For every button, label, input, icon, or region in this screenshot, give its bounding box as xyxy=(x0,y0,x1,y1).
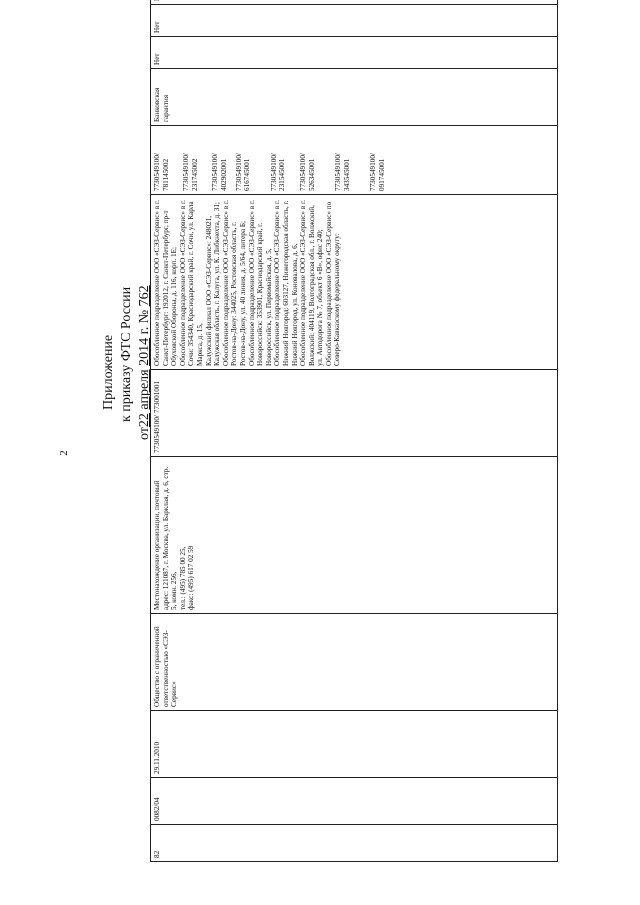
cell-org-name: Общество с ограниченной ответственностью «СЭЗ-Сервис» xyxy=(151,614,558,711)
cell-reg-no: 0082/04 xyxy=(151,778,558,825)
cell-col12 xyxy=(151,0,558,5)
header-prefix: от xyxy=(137,427,152,440)
cell-guarantee: Банковская гарантия xyxy=(151,69,558,126)
cell-col10: Нет xyxy=(151,37,558,69)
header-line-1: Приложение xyxy=(101,334,116,410)
header-line-2: к приказу ФТС России xyxy=(119,286,134,422)
table-row xyxy=(151,0,558,862)
header-month: апреля xyxy=(137,369,152,410)
page-number: 2 xyxy=(58,450,70,456)
kpp-item: 7730549100/ 231745002 xyxy=(182,153,199,191)
cell-kpp xyxy=(151,126,558,195)
kpp-item: 7730549100/ 343545001 xyxy=(334,153,351,191)
header-no-sign: № xyxy=(137,309,152,324)
header-day: 22 xyxy=(137,413,152,428)
header-order-number: 762 xyxy=(137,285,152,307)
registry-table-wrap xyxy=(150,21,558,862)
kpp-item: 7730549100/ 526345001 xyxy=(298,153,316,191)
kpp-item: 7730549100/ 402902001 xyxy=(211,153,228,191)
cell-col11: Нет xyxy=(151,5,558,37)
kpp-item: 7730549100/ 231545001 xyxy=(269,153,287,191)
cell-address: Местонахождение организации, почтовый адрес: 121087, г. Москва, ул. Барклая, д. 6, стр. 5, комн. 256, тел.: (495) 785 00 25, факс: (495) 617 02 59 xyxy=(151,457,558,614)
kpp-item: 7730549100/ 781145002 xyxy=(153,153,170,191)
registry-table xyxy=(150,0,558,862)
cell-branches: Обособленное подразделение ООО «СЭЗ-Сервис» в г. Санкт-Петербург: 192012, г. Санкт-Петербург, пр-т Обуховской Обороны, д. 116, корп. 1Е; Обособленное подразделение ООО «СЭЗ-Сервис» в г. Сочи: 354340, Краснодарский край, г. Сочи, ул. Карла Маркса, д. 15, Калужский филиал ООО «СЭЗ-Сервис»: 248021, Калужская область, г. Калуга, ул. К. Либкнехта, д. 31; Обособленное подразделение ООО «СЭЗ-Сервис» в г. Ростов-на-Дону: 344025, Ростовская область, г. Ростов-на-Дону, ул. 40 линия, д. 5/64, литера Б; Обособленное подразделение ООО «СЭЗ-Сервис» в г. Новороссийск: 353901, Краснодарский край, г. Новороссийск, ул. Первомайская, д. 5, Обособленное подразделение ООО «СЭЗ-Сервис» в г. Нижний Новгород: 603127, Нижегородская область, г. Нижний Новгород, ул. Коновалова, д. 6, Обособленное подразделение ООО «СЭЗ-Сервис» в г. Волжский: 404119, Волгоградская обл., г. Волжский, ул. Автодорога № 7, объект 6 «В», офис 240; Обособленное подразделение ООО «СЭЗ-Сервис» по Северо-Кавказскому федеральному округу: xyxy=(151,195,558,370)
header-year-suffix: г. xyxy=(137,326,152,335)
header-year: 2014 xyxy=(137,337,152,366)
cell-number: 82 xyxy=(151,825,558,862)
kpp-item: 7730549100/ 091745001 xyxy=(369,153,386,191)
cell-date: 29.11.2010 xyxy=(151,711,558,778)
cell-inn: 7730549100/ 773001001 xyxy=(151,370,558,457)
kpp-item: 7730549100/ 616745001 xyxy=(234,153,252,191)
